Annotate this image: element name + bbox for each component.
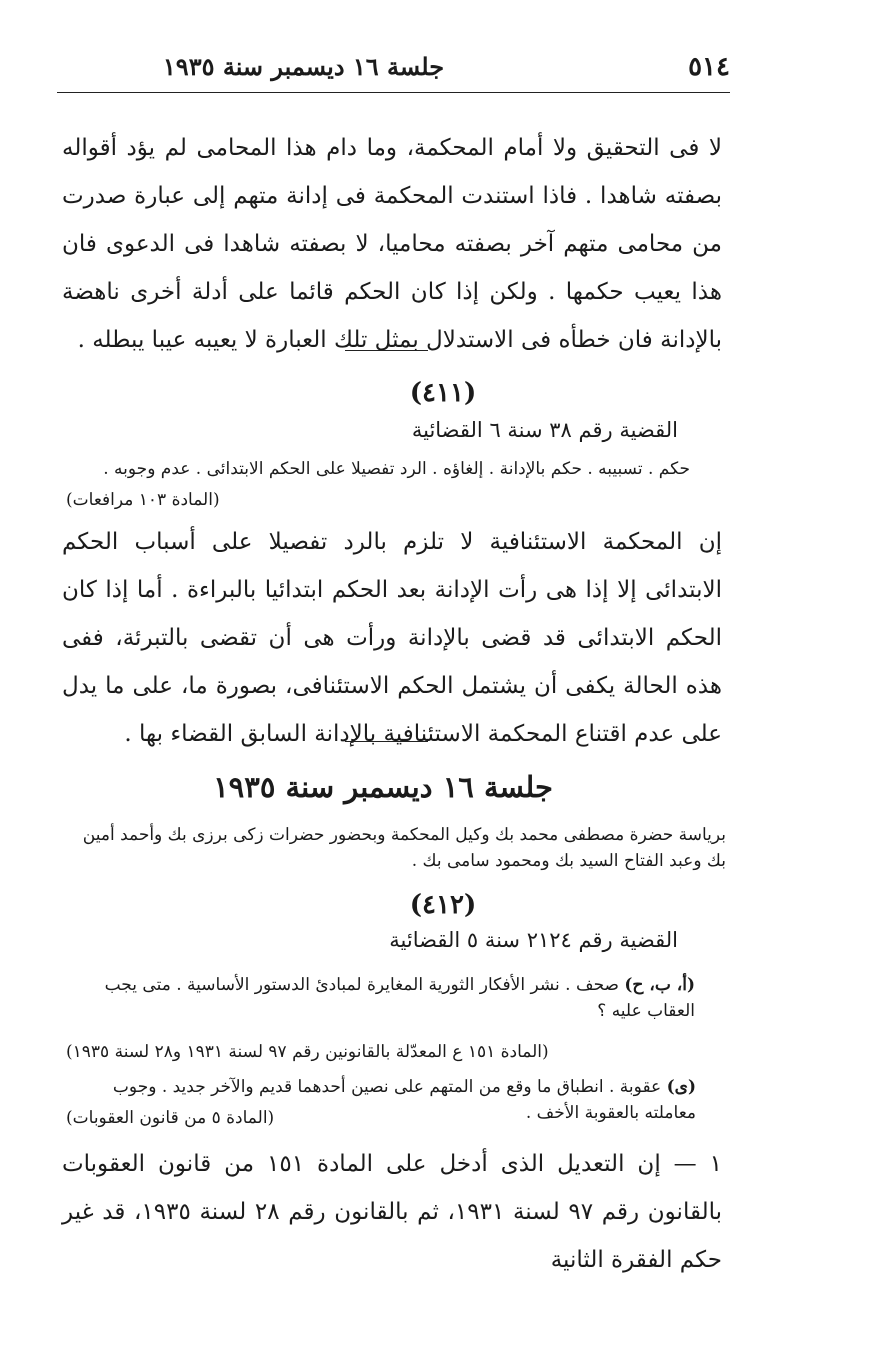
case-keywords: [90, 456, 690, 482]
keywords-text: حكم . تسبيبه . حكم بالإدانة . إلغاؤه . الرد تفصيلا على الحكم الابتدائى . عدم وجوبه .: [103, 459, 690, 479]
case-body-text: إن المحكمة الاستئنافية لا تلزم بالرد تفصيلا على أسباب الحكم الابتدائى إلا إذا هى رأت الإدانة بعد الحكم ابتدائيا بالبراءة . أما إذا كان الحكم الابتدائى قد قضى بالإدانة ورأت هى أن تقضى بالتبرئة، ففى هذه الحالة يكفى أن يشتمل الحكم الاستئنافى، بصورة ما، على ما يدل على عدم اقتناع المحكمة الاستئنافية بالإدانة السابق القضاء بها .: [62, 529, 722, 747]
case-body-text: ١ — إن التعديل الذى أدخل على المادة ١٥١ من قانون العقوبات بالقانون رقم ٩٧ لسنة ١٩٣١، ثم بالقانون رقم ٢٨ لسنة ١٩٣٥، قد غير حكم الفقرة الثانية: [62, 1151, 723, 1273]
case-keywords: [80, 972, 695, 1024]
case-body: [62, 518, 722, 758]
section-divider: [345, 350, 428, 351]
page-number: ٥١٤: [688, 52, 730, 82]
case-title: القضية رقم ٣٨ سنة ٦ القضائية: [411, 418, 678, 442]
paragraph-text: لا فى التحقيق ولا أمام المحكمة، وما دام هذا المحامى لم يؤد أقواله بصفته شاهدا . فاذا استندت المحكمة فى إدانة متهم إلى عبارة صدرت من محامى متهم آخر بصفته محاميا، لا بصفته شاهدا فى الدعوى فان هذا يعيب حكمها . ولكن إذا كان الحكم قائما على أدلة أخرى ناهضة بالإدانة فان خطأه فى الاستدلال بمثل تلك العبارة لا يعيبه عيبا يبطله .: [62, 135, 722, 353]
session-presidency: [66, 822, 726, 874]
case-number: (٤١١): [409, 378, 477, 408]
presidency-text: برياسة حضرة مصطفى محمد بك وكيل المحكمة وبحضور حضرات زكى برزى بك وأحمد أمين بك وعبد الفتاح السيد بك ومحمود سامى بك .: [82, 825, 726, 871]
case-number: (٤١٢): [409, 890, 477, 920]
legal-reference: (المادة ١٥١ ع المعدّلة بالقانونين رقم ٩٧ لسنة ١٩٣١ و٢٨ لسنة ١٩٣٥): [66, 1042, 549, 1062]
keyword-label: (أ، ب، ح): [624, 975, 695, 995]
case-title: القضية رقم ٢١٢٤ سنة ٥ القضائية: [389, 928, 678, 952]
keyword-text: صحف . نشر الأفكار الثورية المغايرة لمبادئ الدستور الأساسية . متى يجب العقاب عليه ؟: [104, 975, 695, 1021]
keyword-text: عقوبة . انطباق ما وقع من المتهم على نصين أحدهما قديم والآخر جديد . وجوب معاملته بالعقوبة الأخف .: [112, 1077, 696, 1123]
running-header: [57, 50, 730, 88]
running-title: جلسة ١٦ ديسمبر سنة ١٩٣٥: [162, 52, 445, 81]
paragraph-continued: [62, 124, 722, 364]
section-divider: [345, 741, 428, 742]
case-body: [62, 1140, 722, 1284]
header-rule: [57, 92, 730, 93]
legal-reference: (المادة ١٠٣ مرافعات): [66, 490, 220, 510]
keyword-label: (ى): [666, 1077, 696, 1097]
legal-reference: (المادة ٥ من قانون العقوبات): [66, 1108, 275, 1128]
keywords-item: [80, 972, 695, 1024]
session-title: جلسة ١٦ ديسمبر سنة ١٩٣٥: [213, 770, 553, 804]
